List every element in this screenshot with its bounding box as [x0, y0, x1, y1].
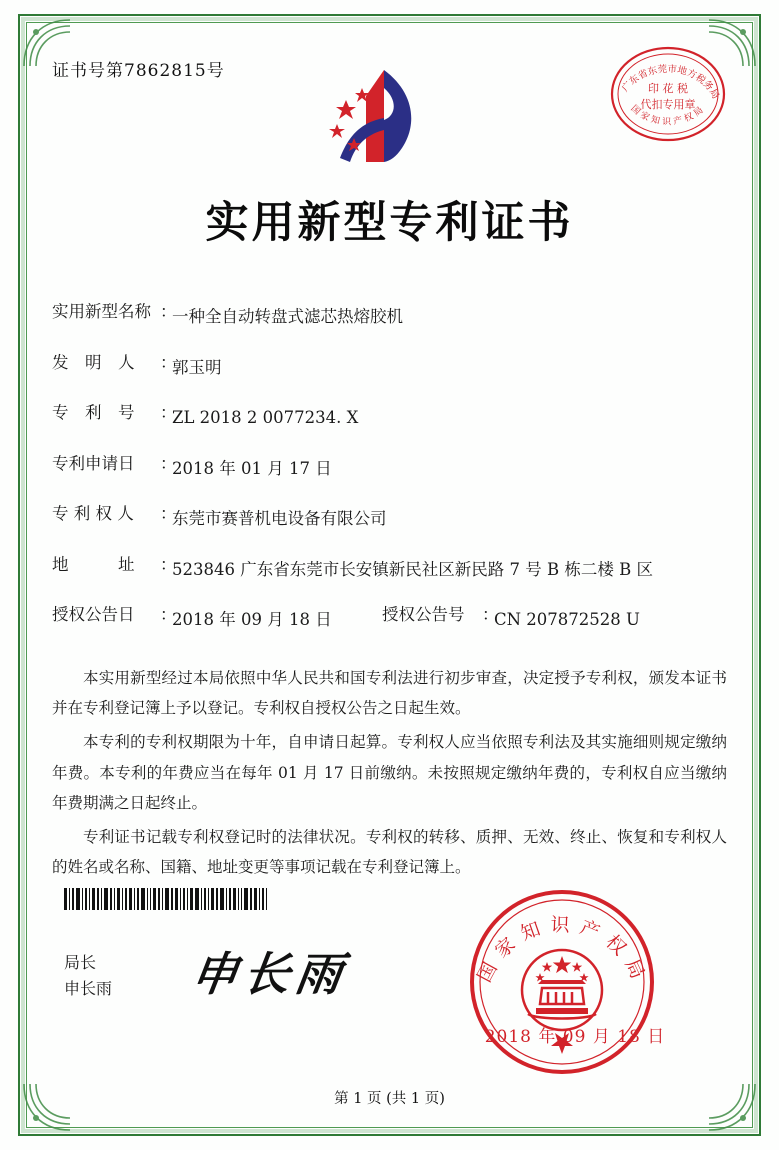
director-title: 局长 — [64, 953, 97, 972]
paragraph-2: 本专利的专利权期限为十年，自申请日起算。专利权人应当依照专利法及其实施细则规定缴纳年费。本专利的年费应当在每年 01 月 17 日前缴纳。未按照规定缴纳年费的，专利权自应当缴纳年费期满之日起终止。 — [52, 733, 727, 812]
field-value: 郭玉明 — [172, 357, 222, 377]
field-row-application-date — [52, 453, 727, 482]
seal-date: 2018 年 09 月 18 日 — [484, 1027, 666, 1047]
field-row-patent-no — [52, 405, 727, 431]
field-row-address — [52, 554, 727, 583]
legal-text — [52, 663, 727, 883]
field-value: 2018 年 09 月 18 日 — [172, 610, 332, 630]
field-value: 523846 广东省东莞市长安镇新民社区新民路 7 号 B 栋二楼 B 区 — [172, 559, 653, 579]
field-label: 发 明 人 — [52, 352, 135, 372]
signature-block — [64, 947, 464, 1003]
paragraph-3: 专利证书记载专利权登记时的法律状况。专利权的转移、质押、无效、终止、恢复和专利权人的姓名或名称、国籍、地址变更等事项记载在专利登记簿上。 — [52, 828, 727, 877]
field-label: 地 址 — [52, 554, 135, 574]
svg-text:印 花 税: 印 花 税 — [648, 82, 688, 95]
field-row-inventor — [52, 352, 727, 381]
field-colon: ： — [160, 453, 177, 473]
paragraph-1: 本实用新型经过本局依照中华人民共和国专利法进行初步审查，决定授予专利权，颁发本证书并在专利登记簿上予以登记。专利权自授权公告之日起生效。 — [52, 668, 727, 718]
svg-text:国家知识产权局: 国家知识产权局 — [473, 913, 653, 991]
page-title: 实用新型专利证书 — [205, 198, 574, 248]
field-colon: ： — [160, 605, 177, 625]
svg-text:广东省东莞市地方税务局: 广东省东莞市地方税务局 — [619, 63, 721, 101]
barcode — [64, 888, 304, 910]
handwritten-signature: 申长雨 — [187, 947, 352, 1001]
director-name: 申长雨 — [64, 979, 113, 999]
field-label: 授权公告号 — [382, 605, 465, 625]
field-colon: ： — [160, 302, 177, 321]
field-colon: ： — [160, 504, 177, 524]
field-row-patentee — [52, 506, 727, 532]
certificate-content — [52, 56, 727, 886]
field-value: 东莞市赛普机电设备有限公司 — [172, 509, 387, 529]
field-row-name — [52, 304, 727, 330]
field-colon: ： — [160, 403, 177, 423]
field-value: ZL 2018 2 0077234. X — [172, 408, 359, 428]
svg-text:代扣专用章: 代扣专用章 — [640, 98, 696, 111]
field-list — [52, 304, 727, 633]
field-colon: ： — [160, 554, 177, 574]
field-label: 专 利 号 — [52, 403, 135, 423]
field-value: CN 207872528 U — [494, 610, 640, 630]
field-value: 2018 年 01 月 17 日 — [172, 458, 332, 478]
field-colon: ： — [482, 605, 499, 625]
field-label: 专利申请日 — [52, 453, 135, 473]
official-seal-icon — [466, 886, 658, 1078]
page-footer: 第 1 页 (共 1 页) — [334, 1091, 445, 1107]
field-label: 实用新型名称 — [52, 302, 151, 321]
certificate-number: 证书号第7862815号 — [52, 61, 225, 81]
svg-text:国 家 知 识 产 权 局: 国 家 知 识 产 权 局 — [628, 103, 706, 128]
field-label: 授权公告日 — [52, 605, 135, 625]
field-label: 专 利 权 人 — [52, 504, 134, 524]
field-value: 一种全自动转盘式滤芯热熔胶机 — [172, 307, 403, 326]
field-row-grant — [52, 607, 727, 633]
field-colon: ： — [160, 352, 177, 372]
